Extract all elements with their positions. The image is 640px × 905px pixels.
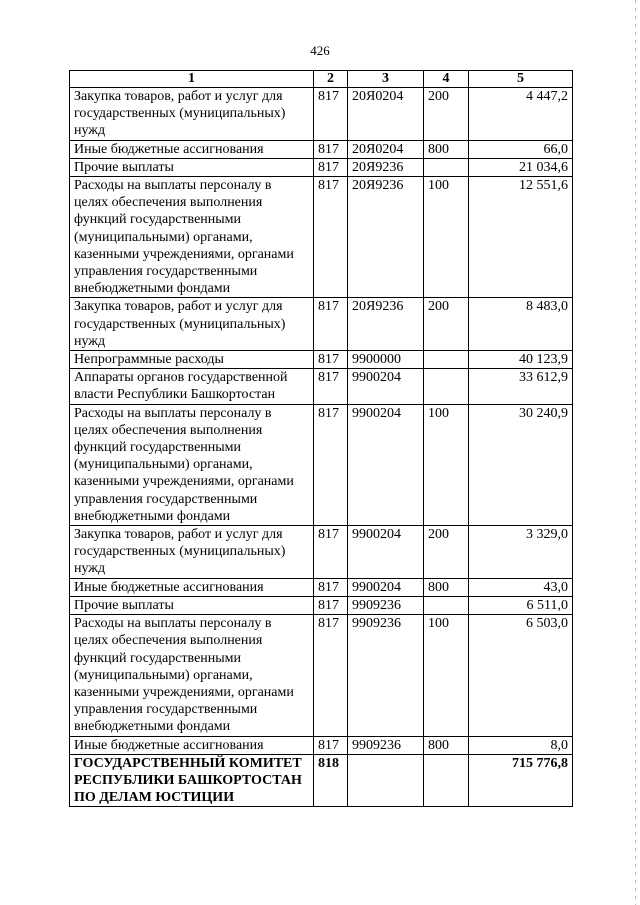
department-code-cell: 817 [314,578,348,596]
expense-type-cell [424,754,469,807]
target-article-cell: 9900204 [348,369,424,404]
amount-cell: 66,0 [469,140,573,158]
header-col-1: 1 [70,71,314,88]
expense-type-cell: 200 [424,88,469,141]
department-code-cell: 817 [314,158,348,176]
expense-name-cell: Расходы на выплаты персоналу в целях обеспечения выполнения функций государственными (муниципальными) органами, казенными учреждениями, органами управления государственными внебюджетными фондами [70,177,314,298]
table-row [70,736,573,754]
expense-name-cell: Расходы на выплаты персоналу в целях обеспечения выполнения функций государственными (муниципальными) органами, казенными учреждениями, органами управления государственными внебюджетными фондами [70,615,314,736]
table-row [70,615,573,736]
department-code-cell: 817 [314,615,348,736]
amount-cell: 33 612,9 [469,369,573,404]
target-article-cell: 9909236 [348,615,424,736]
target-article-cell: 20Я9236 [348,158,424,176]
target-article-cell: 9909236 [348,736,424,754]
expense-name-cell: Иные бюджетные ассигнования [70,736,314,754]
table-row [70,158,573,176]
expense-name-cell: Прочие выплаты [70,596,314,614]
budget-table [69,70,573,807]
target-article-cell: 20Я9236 [348,177,424,298]
expense-type-cell [424,596,469,614]
table-header [70,71,573,88]
department-code-cell: 817 [314,351,348,369]
table-row [70,88,573,141]
expense-type-cell: 800 [424,578,469,596]
table-row [70,177,573,298]
table-row [70,578,573,596]
amount-cell: 8 483,0 [469,298,573,351]
header-col-4: 4 [424,71,469,88]
target-article-cell [348,754,424,807]
target-article-cell: 9900204 [348,526,424,579]
expense-name-cell: Закупка товаров, работ и услуг для государственных (муниципальных) нужд [70,298,314,351]
amount-cell: 12 551,6 [469,177,573,298]
department-code-cell: 817 [314,736,348,754]
table-row [70,596,573,614]
expense-name-cell: ГОСУДАРСТВЕННЫЙ КОМИТЕТ РЕСПУБЛИКИ БАШКОРТОСТАН ПО ДЕЛАМ ЮСТИЦИИ [70,754,314,807]
table-row [70,298,573,351]
expense-type-cell [424,369,469,404]
expense-name-cell: Расходы на выплаты персоналу в целях обеспечения выполнения функций государственными (муниципальными) органами, казенными учреждениями, органами управления государственными внебюджетными фондами [70,404,314,525]
expense-name-cell: Иные бюджетные ассигнования [70,140,314,158]
amount-cell: 6 503,0 [469,615,573,736]
department-code-cell: 817 [314,298,348,351]
table-row [70,754,573,807]
amount-cell: 4 447,2 [469,88,573,141]
amount-cell: 8,0 [469,736,573,754]
expense-name-cell: Непрограммные расходы [70,351,314,369]
amount-cell: 3 329,0 [469,526,573,579]
target-article-cell: 20Я0204 [348,88,424,141]
scan-edge [635,0,636,905]
expense-type-cell: 200 [424,526,469,579]
department-code-cell: 817 [314,88,348,141]
expense-name-cell: Аппараты органов государственной власти Республики Башкортостан [70,369,314,404]
expense-type-cell: 800 [424,736,469,754]
target-article-cell: 9900204 [348,404,424,525]
amount-cell: 30 240,9 [469,404,573,525]
expense-type-cell: 100 [424,177,469,298]
header-col-3: 3 [348,71,424,88]
department-code-cell: 817 [314,526,348,579]
expense-type-cell: 800 [424,140,469,158]
page-number: 426 [310,43,330,58]
table-body [70,88,573,807]
amount-cell: 40 123,9 [469,351,573,369]
department-code-cell: 817 [314,596,348,614]
amount-cell: 715 776,8 [469,754,573,807]
amount-cell: 21 034,6 [469,158,573,176]
department-code-cell: 817 [314,369,348,404]
department-code-cell: 818 [314,754,348,807]
expense-type-cell [424,158,469,176]
table-row [70,369,573,404]
expense-type-cell [424,351,469,369]
table-row [70,351,573,369]
target-article-cell: 9900000 [348,351,424,369]
header-row [70,71,573,88]
department-code-cell: 817 [314,140,348,158]
expense-name-cell: Закупка товаров, работ и услуг для государственных (муниципальных) нужд [70,88,314,141]
amount-cell: 43,0 [469,578,573,596]
table-row [70,526,573,579]
header-col-5: 5 [469,71,573,88]
target-article-cell: 9909236 [348,596,424,614]
department-code-cell: 817 [314,177,348,298]
header-col-2: 2 [314,71,348,88]
target-article-cell: 20Я0204 [348,140,424,158]
target-article-cell: 9900204 [348,578,424,596]
expense-name-cell: Иные бюджетные ассигнования [70,578,314,596]
expense-type-cell: 200 [424,298,469,351]
expense-name-cell: Прочие выплаты [70,158,314,176]
table-row [70,404,573,525]
amount-cell: 6 511,0 [469,596,573,614]
table-row [70,140,573,158]
expense-type-cell: 100 [424,615,469,736]
expense-type-cell: 100 [424,404,469,525]
department-code-cell: 817 [314,404,348,525]
target-article-cell: 20Я9236 [348,298,424,351]
expense-name-cell: Закупка товаров, работ и услуг для государственных (муниципальных) нужд [70,526,314,579]
